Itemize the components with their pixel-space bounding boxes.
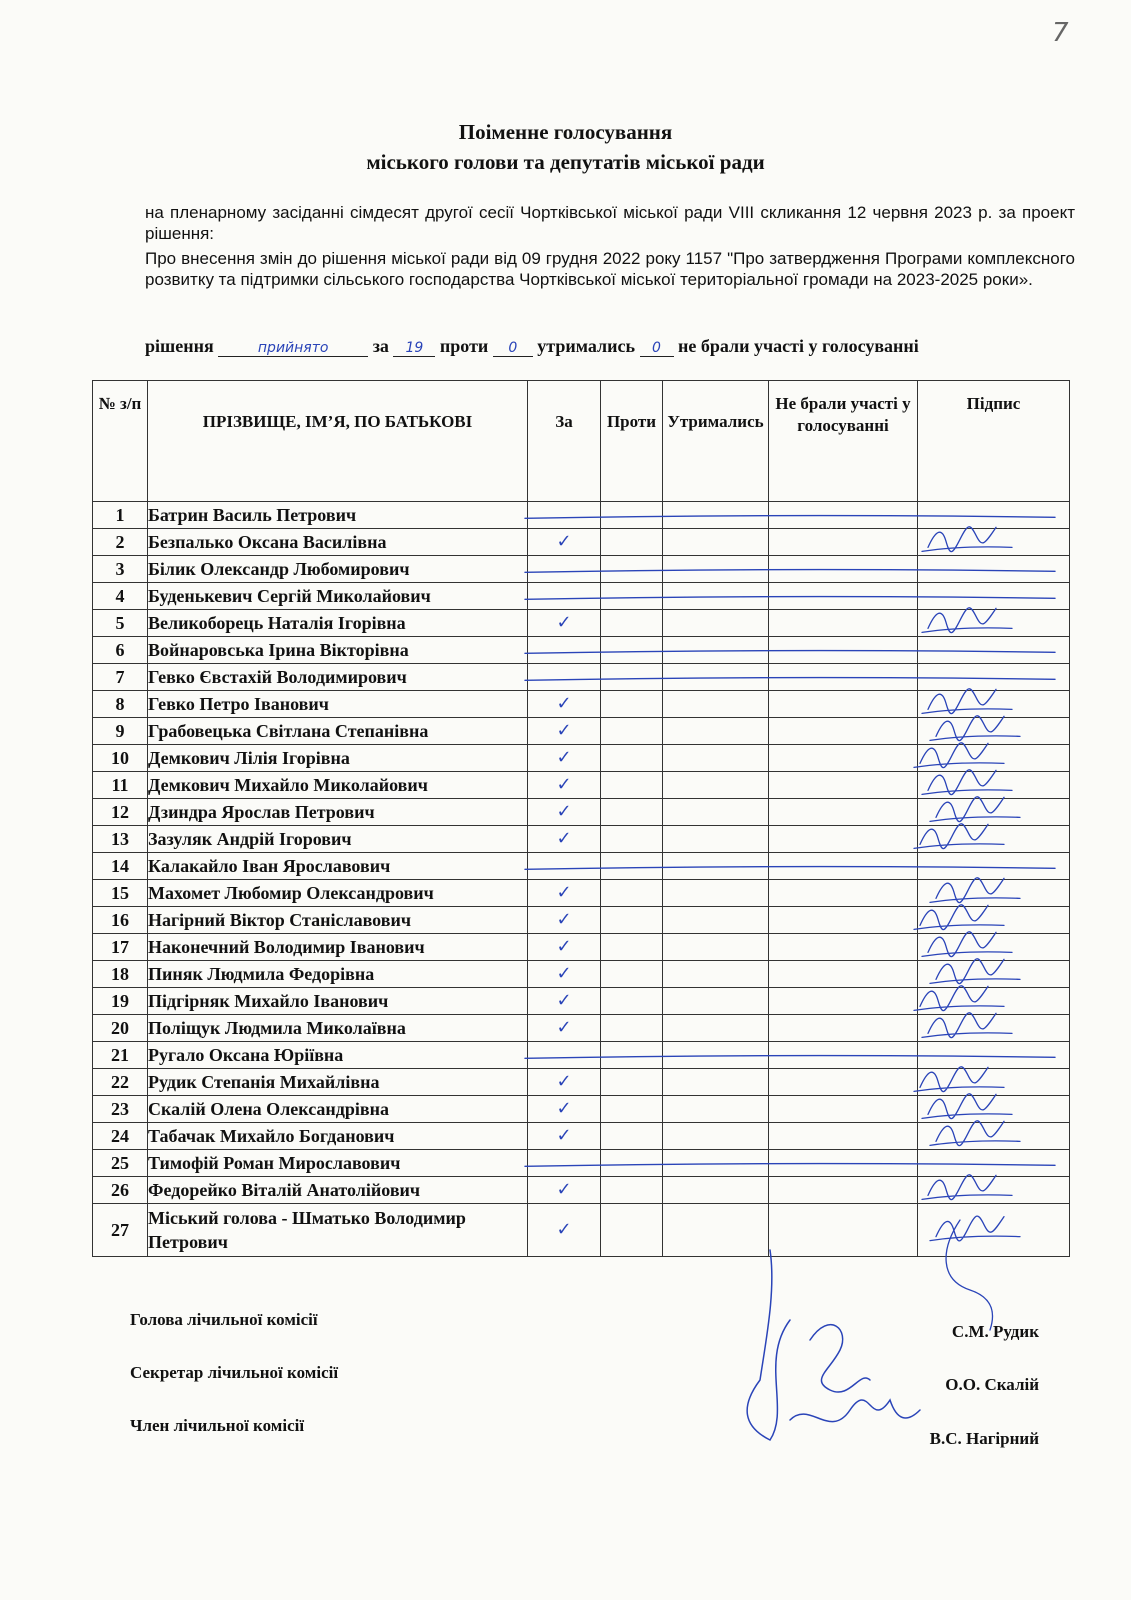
member-name: Зазуляк Андрій Ігорович	[148, 826, 528, 853]
row-number: 4	[93, 583, 148, 610]
vote-against-cell	[601, 880, 663, 907]
member-name: Войнаровська Ірина Вікторівна	[148, 637, 528, 664]
vote-for-cell: ✓	[528, 745, 601, 772]
table-row	[93, 1204, 1070, 1257]
row-number: 12	[93, 799, 148, 826]
table-row	[93, 988, 1070, 1015]
vote-not-voting-cell	[769, 1123, 918, 1150]
vote-against-cell	[601, 1096, 663, 1123]
table-row	[93, 1123, 1070, 1150]
signature-cell	[918, 502, 1070, 529]
vote-for-cell: ✓	[528, 961, 601, 988]
vote-for-cell: ✓	[528, 691, 601, 718]
vote-not-voting-cell	[769, 1204, 918, 1257]
member-name: Пиняк Людмила Федорівна	[148, 961, 528, 988]
vote-against-cell	[601, 1204, 663, 1257]
member-name: Міський голова - Шматько Володимир Петрович	[148, 1204, 528, 1257]
vote-not-voting-cell	[769, 610, 918, 637]
vote-abstain-cell	[663, 934, 769, 961]
member-name: Білик Олександр Любомирович	[148, 556, 528, 583]
vote-against-cell	[601, 637, 663, 664]
signature-cell	[918, 907, 1070, 934]
signature-chair	[747, 1250, 790, 1440]
table-row	[93, 826, 1070, 853]
member-name: Рудик Степанія Михайлівна	[148, 1069, 528, 1096]
decision-value: прийнято	[218, 336, 368, 357]
row-number: 21	[93, 1042, 148, 1069]
vote-not-voting-cell	[769, 772, 918, 799]
vote-abstain-cell	[663, 799, 769, 826]
header-for: За	[528, 381, 601, 502]
vote-against-cell	[601, 664, 663, 691]
vote-for-cell: ✓	[528, 934, 601, 961]
signature-cell	[918, 1015, 1070, 1042]
vote-against-cell	[601, 853, 663, 880]
signature-cell	[918, 799, 1070, 826]
header-name: ПРІЗВИЩЕ, ІМ’Я, ПО БАТЬКОВІ	[148, 381, 528, 502]
vote-against-cell	[601, 988, 663, 1015]
vote-for-cell: ✓	[528, 610, 601, 637]
vote-against-cell	[601, 502, 663, 529]
vote-abstain-cell	[663, 664, 769, 691]
secretary-name: О.О. Скалій	[945, 1375, 1039, 1394]
vote-abstain-cell	[663, 718, 769, 745]
table-header-row	[93, 381, 1070, 502]
member-name: Гевко Євстахій Володимирович	[148, 664, 528, 691]
vote-for-cell	[528, 1150, 601, 1177]
chair-name: С.М. Рудик	[951, 1322, 1039, 1341]
signature-cell	[918, 691, 1070, 718]
intro-text	[145, 202, 1075, 294]
table-row	[93, 1042, 1070, 1069]
vote-for-cell: ✓	[528, 988, 601, 1015]
vote-for-cell: ✓	[528, 1204, 601, 1257]
table-row	[93, 502, 1070, 529]
signature-member	[790, 1400, 920, 1422]
vote-not-voting-cell	[769, 853, 918, 880]
signature-cell	[918, 1069, 1070, 1096]
vote-abstain-cell	[663, 637, 769, 664]
row-number: 16	[93, 907, 148, 934]
vote-not-voting-cell	[769, 961, 918, 988]
vote-abstain-cell	[663, 502, 769, 529]
signature-cell	[918, 610, 1070, 637]
vote-against-cell	[601, 934, 663, 961]
member-name: Буденькевич Сергій Миколайович	[148, 583, 528, 610]
vote-against-cell	[601, 718, 663, 745]
member-name: Демкович Лілія Ігорівна	[148, 745, 528, 772]
voting-table	[92, 380, 1070, 1257]
vote-abstain-cell	[663, 1150, 769, 1177]
table-body	[93, 502, 1070, 1257]
vote-not-voting-cell	[769, 1150, 918, 1177]
vote-not-voting-cell	[769, 934, 918, 961]
member-name: Табачак Михайло Богданович	[148, 1123, 528, 1150]
vote-against-cell	[601, 1069, 663, 1096]
vote-abstain-cell	[663, 907, 769, 934]
vote-for-cell	[528, 583, 601, 610]
vote-abstain-cell	[663, 1204, 769, 1257]
signature-cell	[918, 1123, 1070, 1150]
vote-not-voting-cell	[769, 907, 918, 934]
vote-abstain-cell	[663, 1069, 769, 1096]
vote-not-voting-cell	[769, 1042, 918, 1069]
row-number: 11	[93, 772, 148, 799]
vote-not-voting-cell	[769, 1069, 918, 1096]
vote-abstain-cell	[663, 1123, 769, 1150]
table-row	[93, 1069, 1070, 1096]
row-number: 19	[93, 988, 148, 1015]
row-number: 25	[93, 1150, 148, 1177]
row-number: 14	[93, 853, 148, 880]
table-row	[93, 745, 1070, 772]
vote-not-voting-cell	[769, 529, 918, 556]
header-abstain: Утримались	[663, 381, 769, 502]
signature-cell	[918, 637, 1070, 664]
row-number: 9	[93, 718, 148, 745]
vote-for-cell: ✓	[528, 1069, 601, 1096]
signature-cell	[918, 988, 1070, 1015]
vote-abstain-cell	[663, 745, 769, 772]
vote-not-voting-cell	[769, 826, 918, 853]
vote-for-cell: ✓	[528, 799, 601, 826]
against-value: 0	[493, 336, 533, 357]
vote-against-cell	[601, 1177, 663, 1204]
signature-cell	[918, 826, 1070, 853]
not-voting-label: не брали участі у голосуванні	[678, 336, 919, 356]
member-name: Безпалько Оксана Василівна	[148, 529, 528, 556]
member-name: Поліщук Людмила Миколаївна	[148, 1015, 528, 1042]
vote-for-cell: ✓	[528, 826, 601, 853]
signature-cell	[918, 772, 1070, 799]
vote-for-cell	[528, 502, 601, 529]
vote-for-cell: ✓	[528, 529, 601, 556]
vote-for-cell	[528, 1042, 601, 1069]
vote-against-cell	[601, 907, 663, 934]
row-number: 6	[93, 637, 148, 664]
table-row	[93, 718, 1070, 745]
against-label: проти	[439, 336, 489, 356]
vote-for-cell: ✓	[528, 1015, 601, 1042]
header-against: Проти	[601, 381, 663, 502]
signature-cell	[918, 961, 1070, 988]
row-number: 26	[93, 1177, 148, 1204]
member-name: Батрин Василь Петрович	[148, 502, 528, 529]
signature-cell	[918, 664, 1070, 691]
abstain-label: утримались	[537, 336, 635, 356]
vote-abstain-cell	[663, 556, 769, 583]
vote-abstain-cell	[663, 610, 769, 637]
abstain-value: 0	[640, 336, 674, 357]
member-name: Калакайло Іван Ярославович	[148, 853, 528, 880]
member-name: В.С. Нагірний	[929, 1429, 1039, 1448]
vote-not-voting-cell	[769, 1096, 918, 1123]
header-num: № з/п	[93, 381, 148, 502]
for-value: 19	[393, 336, 435, 357]
signature-secretary	[810, 1325, 870, 1392]
vote-against-cell	[601, 1150, 663, 1177]
vote-not-voting-cell	[769, 664, 918, 691]
vote-not-voting-cell	[769, 556, 918, 583]
signature-cell	[918, 1204, 1070, 1257]
member-name: Гевко Петро Іванович	[148, 691, 528, 718]
vote-abstain-cell	[663, 880, 769, 907]
vote-not-voting-cell	[769, 988, 918, 1015]
signature-cell	[918, 1042, 1070, 1069]
project-description: Про внесення змін до рішення міської ради від 09 грудня 2022 року 1157 "Про затвердження Програми комплексного розвитку та підтримки сільського господарства Чортківської міської територіальної громади на 2023-2025 роки».	[145, 249, 1075, 289]
document-subtitle: міського голови та депутатів міської ради	[366, 150, 765, 174]
member-name: Ругало Оксана Юріївна	[148, 1042, 528, 1069]
vote-not-voting-cell	[769, 718, 918, 745]
vote-for-cell: ✓	[528, 772, 601, 799]
table-row	[93, 637, 1070, 664]
table-row	[93, 1096, 1070, 1123]
signature-cell	[918, 718, 1070, 745]
signature-cell	[918, 1150, 1070, 1177]
table-row	[93, 961, 1070, 988]
for-label: за	[372, 336, 389, 356]
row-number: 22	[93, 1069, 148, 1096]
signature-cell	[918, 853, 1070, 880]
vote-abstain-cell	[663, 583, 769, 610]
row-number: 20	[93, 1015, 148, 1042]
vote-against-cell	[601, 610, 663, 637]
signature-cell	[918, 745, 1070, 772]
vote-abstain-cell	[663, 988, 769, 1015]
vote-not-voting-cell	[769, 691, 918, 718]
vote-for-cell: ✓	[528, 907, 601, 934]
table-row	[93, 664, 1070, 691]
vote-not-voting-cell	[769, 880, 918, 907]
vote-not-voting-cell	[769, 799, 918, 826]
row-number: 5	[93, 610, 148, 637]
table-row	[93, 1015, 1070, 1042]
member-label: Член лічильної комісії	[130, 1416, 305, 1435]
member-name: Грабовецька Світлана Степанівна	[148, 718, 528, 745]
table-row	[93, 880, 1070, 907]
vote-against-cell	[601, 583, 663, 610]
table-row	[93, 1177, 1070, 1204]
secretary-label: Секретар лічильної комісії	[130, 1363, 339, 1382]
vote-abstain-cell	[663, 853, 769, 880]
vote-against-cell	[601, 1123, 663, 1150]
signature-cell	[918, 556, 1070, 583]
vote-for-cell	[528, 637, 601, 664]
signature-cell	[918, 1177, 1070, 1204]
table-row	[93, 583, 1070, 610]
vote-for-cell	[528, 853, 601, 880]
row-number: 10	[93, 745, 148, 772]
vote-not-voting-cell	[769, 745, 918, 772]
document-title: Поіменне голосування	[458, 120, 673, 144]
row-number: 24	[93, 1123, 148, 1150]
table-row	[93, 610, 1070, 637]
member-name: Тимофій Роман Мирославович	[148, 1150, 528, 1177]
vote-against-cell	[601, 745, 663, 772]
chair-label: Голова лічильної комісії	[130, 1310, 318, 1329]
vote-abstain-cell	[663, 772, 769, 799]
vote-for-cell: ✓	[528, 1123, 601, 1150]
vote-against-cell	[601, 1042, 663, 1069]
vote-for-cell: ✓	[528, 1096, 601, 1123]
signature-cell	[918, 529, 1070, 556]
member-name: Нагірний Віктор Станіславович	[148, 907, 528, 934]
row-number: 18	[93, 961, 148, 988]
row-number: 3	[93, 556, 148, 583]
vote-against-cell	[601, 1015, 663, 1042]
vote-not-voting-cell	[769, 502, 918, 529]
member-name: Підгірняк Михайло Іванович	[148, 988, 528, 1015]
vote-for-cell: ✓	[528, 718, 601, 745]
row-number: 27	[93, 1204, 148, 1257]
row-number: 7	[93, 664, 148, 691]
table-row	[93, 799, 1070, 826]
member-name: Федорейко Віталій Анатолійович	[148, 1177, 528, 1204]
row-number: 13	[93, 826, 148, 853]
table-row	[93, 772, 1070, 799]
vote-abstain-cell	[663, 1015, 769, 1042]
decision-line	[145, 334, 1080, 358]
row-number: 2	[93, 529, 148, 556]
vote-against-cell	[601, 799, 663, 826]
vote-abstain-cell	[663, 1042, 769, 1069]
row-number: 1	[93, 502, 148, 529]
session-description: на пленарному засіданні сімдесят другої сесії Чортківської міської ради VIII скликання 12 червня 2023 р. за проект рішення:	[145, 203, 1075, 243]
table-row	[93, 934, 1070, 961]
vote-abstain-cell	[663, 1096, 769, 1123]
table-row	[93, 907, 1070, 934]
vote-for-cell	[528, 664, 601, 691]
vote-for-cell	[528, 556, 601, 583]
member-name: Демкович Михайло Миколайович	[148, 772, 528, 799]
signature-cell	[918, 1096, 1070, 1123]
member-name: Махомет Любомир Олександрович	[148, 880, 528, 907]
vote-against-cell	[601, 529, 663, 556]
header-signature: Підпис	[918, 381, 1070, 502]
member-name: Скалій Олена Олександрівна	[148, 1096, 528, 1123]
header-not-voting: Не брали участі у голосуванні	[769, 381, 918, 502]
vote-abstain-cell	[663, 691, 769, 718]
vote-abstain-cell	[663, 826, 769, 853]
vote-not-voting-cell	[769, 583, 918, 610]
vote-abstain-cell	[663, 529, 769, 556]
table-row	[93, 691, 1070, 718]
table-row	[93, 1150, 1070, 1177]
member-name: Великоборець Наталія Ігорівна	[148, 610, 528, 637]
vote-not-voting-cell	[769, 1177, 918, 1204]
signature-cell	[918, 934, 1070, 961]
vote-not-voting-cell	[769, 1015, 918, 1042]
vote-for-cell: ✓	[528, 1177, 601, 1204]
page-number: 7	[1052, 18, 1069, 48]
signature-cell	[918, 583, 1070, 610]
vote-against-cell	[601, 556, 663, 583]
row-number: 15	[93, 880, 148, 907]
vote-against-cell	[601, 691, 663, 718]
vote-abstain-cell	[663, 961, 769, 988]
signature-cell	[918, 880, 1070, 907]
vote-against-cell	[601, 961, 663, 988]
row-number: 8	[93, 691, 148, 718]
decision-label: рішення	[145, 336, 214, 356]
vote-against-cell	[601, 772, 663, 799]
vote-abstain-cell	[663, 1177, 769, 1204]
row-number: 23	[93, 1096, 148, 1123]
table-row	[93, 556, 1070, 583]
member-name: Дзиндра Ярослав Петрович	[148, 799, 528, 826]
vote-for-cell: ✓	[528, 880, 601, 907]
vote-not-voting-cell	[769, 637, 918, 664]
member-name: Наконечний Володимир Іванович	[148, 934, 528, 961]
vote-against-cell	[601, 826, 663, 853]
table-row	[93, 529, 1070, 556]
table-row	[93, 853, 1070, 880]
row-number: 17	[93, 934, 148, 961]
